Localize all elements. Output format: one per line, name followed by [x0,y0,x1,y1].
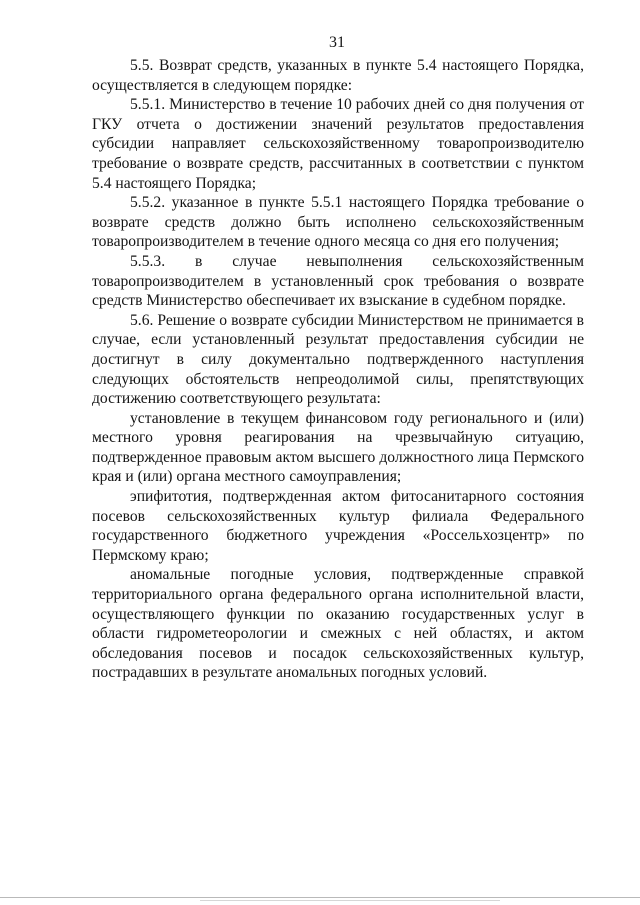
scan-edge-line-secondary [200,900,500,901]
paragraph-5-5-3: 5.5.3. в случае невыполнения сельскохозяйственным товаропроизводителем в установленный срок требования о возврате средств Министерство обеспечивает их взыскание в судебном порядке. [92,252,584,310]
page-number: 31 [329,34,345,51]
paragraph-5-5-1: 5.5.1. Министерство в течение 10 рабочих дней со дня получения от ГКУ отчета о достижении значений результатов предоставления субсидии направляет сельскохозяйственному товаропроизводителю требование о возврате средств, рассчитанных в соответствии с пунктом 5.4 настоящего Порядка; [92,96,584,192]
paragraph-epiphytotic: эпифитотия, подтвержденная актом фитосанитарного состояния посевов сельскохозяйственных культур филиала Федерального государственного бюджетного учреждения «Россельхозцентр» по Пермскому краю; [92,488,584,564]
paragraph-weather: аномальные погодные условия, подтвержденные справкой территориального органа федерального органа исполнительной власти, осуществляющего функции по оказанию государственных услуг в области гидрометеорологии и смежных с ней областях, и актом обследования посевов и посадок сельскохозяйственных культур, пострадавших в результате аномальных погодных условий. [92,566,584,682]
scan-edge-line [0,897,640,898]
paragraph-5-5: 5.5. Возврат средств, указанных в пункте 5.4 настоящего Порядка, осуществляется в следующем порядке: [92,57,584,94]
paragraph-emergency: установление в текущем финансовом году регионального и (или) местного уровня реагирования на чрезвычайную ситуацию, подтвержденное правовым актом высшего должностного лица Пермского края и (или) органа местного самоуправления; [92,409,584,486]
paragraph-5-6: 5.6. Решение о возврате субсидии Министерством не принимается в случае, если установленный результат предоставления субсидии не достигнут в силу документально подтвержденного наступления следующих обстоятельств непреодолимой силы, препятствующих достижению соответствующего результата: [92,311,584,408]
document-body [92,56,584,683]
paragraph-5-5-2: 5.5.2. указанное в пункте 5.5.1 настоящего Порядка требование о возврате средств должно быть исполнено сельскохозяйственным товаропроизводителем в течение одного месяца со дня его получения; [92,194,584,251]
